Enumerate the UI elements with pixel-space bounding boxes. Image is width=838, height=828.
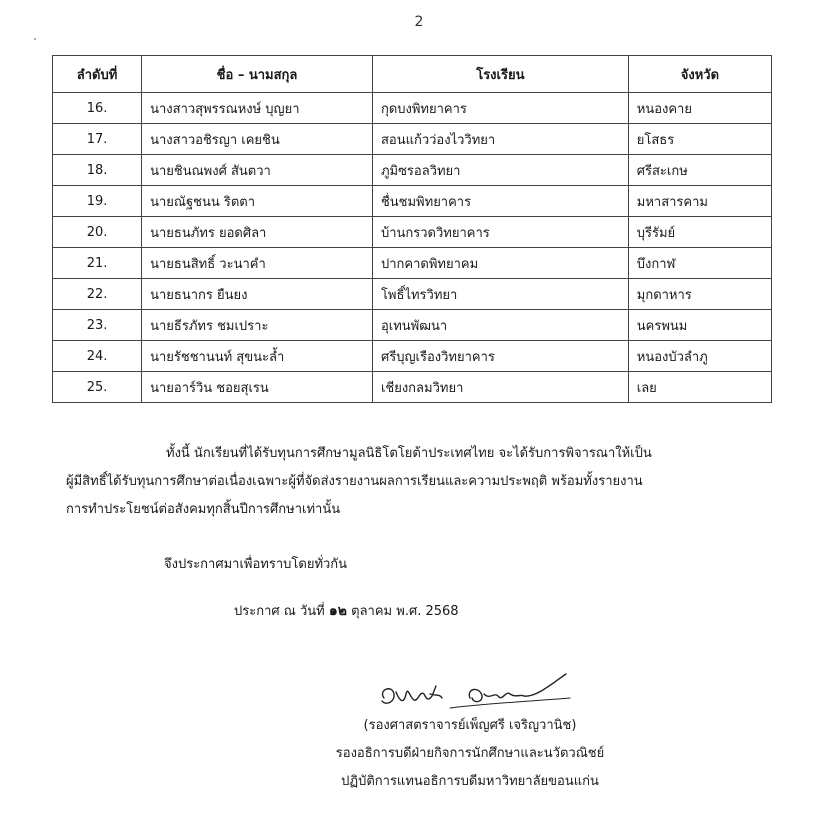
paragraph-line-2: ผู้มีสิทธิ์ได้รับทุนการศึกษาต่อเนื่องเฉพาะผู้ที่จัดส่งรายงานผลการเรียนและความประพฤติ พร้อมทั้งรายงาน [66, 474, 643, 489]
page-number: 2 [414, 14, 424, 30]
conditions-paragraph [66, 440, 781, 524]
row-number: 16. [53, 93, 142, 124]
row-province: หนองคาย [628, 93, 771, 124]
row-name: นายอาร์วิน ชอยสุเรน [142, 372, 373, 403]
signer-name: (รองศาสตราจารย์เพ็ญศรี เจริญวานิช) [363, 718, 577, 733]
paragraph-line-1: ทั้งนี้ นักเรียนที่ได้รับทุนการศึกษามูลนิธิโตโยต้าประเทศไทย จะได้รับการพิจารณาให้เป็น [166, 446, 652, 461]
row-province: มหาสารคาม [628, 186, 771, 217]
paragraph-line-3: การทำประโยชน์ต่อสังคมทุกสิ้นปีการศึกษาเท่านั้น [66, 502, 341, 517]
table-header-row [53, 56, 772, 93]
issue-date-prefix: ประกาศ ณ วันที่ [234, 604, 325, 619]
handwritten-signature [370, 668, 580, 718]
row-school: โพธิ์ไทรวิทยา [372, 279, 628, 310]
row-school: สอนแก้วว่องไววิทยา [372, 124, 628, 155]
row-name: นายชินณพงศ์ สันตวา [142, 155, 373, 186]
row-province: บุรีรัมย์ [628, 217, 771, 248]
row-number: 20. [53, 217, 142, 248]
table-row [53, 279, 772, 310]
announcement-line: จึงประกาศมาเพื่อทราบโดยทั่วกัน [164, 557, 348, 572]
table-row [53, 93, 772, 124]
row-number: 25. [53, 372, 142, 403]
row-number: 19. [53, 186, 142, 217]
row-province: ยโสธร [628, 124, 771, 155]
scan-speck [34, 38, 36, 40]
signer-acting-position: ปฏิบัติการแทนอธิการบดีมหาวิทยาลัยขอนแก่น [341, 774, 599, 789]
row-province: หนองบัวลำภู [628, 341, 771, 372]
table-row [53, 341, 772, 372]
row-province: นครพนม [628, 310, 771, 341]
table-row [53, 155, 772, 186]
header-number: ลำดับที่ [53, 56, 142, 93]
row-school: ชื่นชมพิทยาคาร [372, 186, 628, 217]
row-school: ปากคาดพิทยาคม [372, 248, 628, 279]
header-province: จังหวัด [628, 56, 771, 93]
row-number: 23. [53, 310, 142, 341]
issue-date-day: ๑๒ [328, 603, 347, 619]
row-number: 24. [53, 341, 142, 372]
row-name: นายธนสิทธิ์ วะนาคำ [142, 248, 373, 279]
row-province: มุกดาหาร [628, 279, 771, 310]
row-number: 17. [53, 124, 142, 155]
row-number: 18. [53, 155, 142, 186]
signer-block [280, 712, 660, 796]
table-row [53, 248, 772, 279]
header-school: โรงเรียน [372, 56, 628, 93]
row-province: เลย [628, 372, 771, 403]
row-name: นายณัฐชนน ริตตา [142, 186, 373, 217]
row-school: เชียงกลมวิทยา [372, 372, 628, 403]
signer-position: รองอธิการบดีฝ่ายกิจการนักศึกษาและนวัตวณิชย์ [335, 746, 605, 761]
row-school: ภูมิซรอลวิทยา [372, 155, 628, 186]
row-name: นายธนากร ยืนยง [142, 279, 373, 310]
row-name: นางสาวสุพรรณหงษ์ บุญยา [142, 93, 373, 124]
row-name: นายรัชชานนท์ สุขนะล้ำ [142, 341, 373, 372]
table-row [53, 186, 772, 217]
table-row [53, 310, 772, 341]
row-province: บึงกาฬ [628, 248, 771, 279]
row-name: นางสาวอชิรญา เคยชิน [142, 124, 373, 155]
row-school: ศรีบุญเรืองวิทยาคาร [372, 341, 628, 372]
scholarship-table [52, 55, 772, 403]
row-school: บ้านกรวดวิทยาคาร [372, 217, 628, 248]
table-row [53, 217, 772, 248]
table-row [53, 124, 772, 155]
table-row [53, 372, 772, 403]
row-number: 22. [53, 279, 142, 310]
row-school: อุเทนพัฒนา [372, 310, 628, 341]
row-number: 21. [53, 248, 142, 279]
issue-date-suffix: ตุลาคม พ.ศ. 2568 [351, 604, 459, 619]
row-name: นายธนภัทร ยอดศิลา [142, 217, 373, 248]
issue-date [234, 600, 459, 622]
row-school: กุดบงพิทยาคาร [372, 93, 628, 124]
row-province: ศรีสะเกษ [628, 155, 771, 186]
row-name: นายธีรภัทร ชมเปราะ [142, 310, 373, 341]
header-name: ชื่อ – นามสกุล [142, 56, 373, 93]
